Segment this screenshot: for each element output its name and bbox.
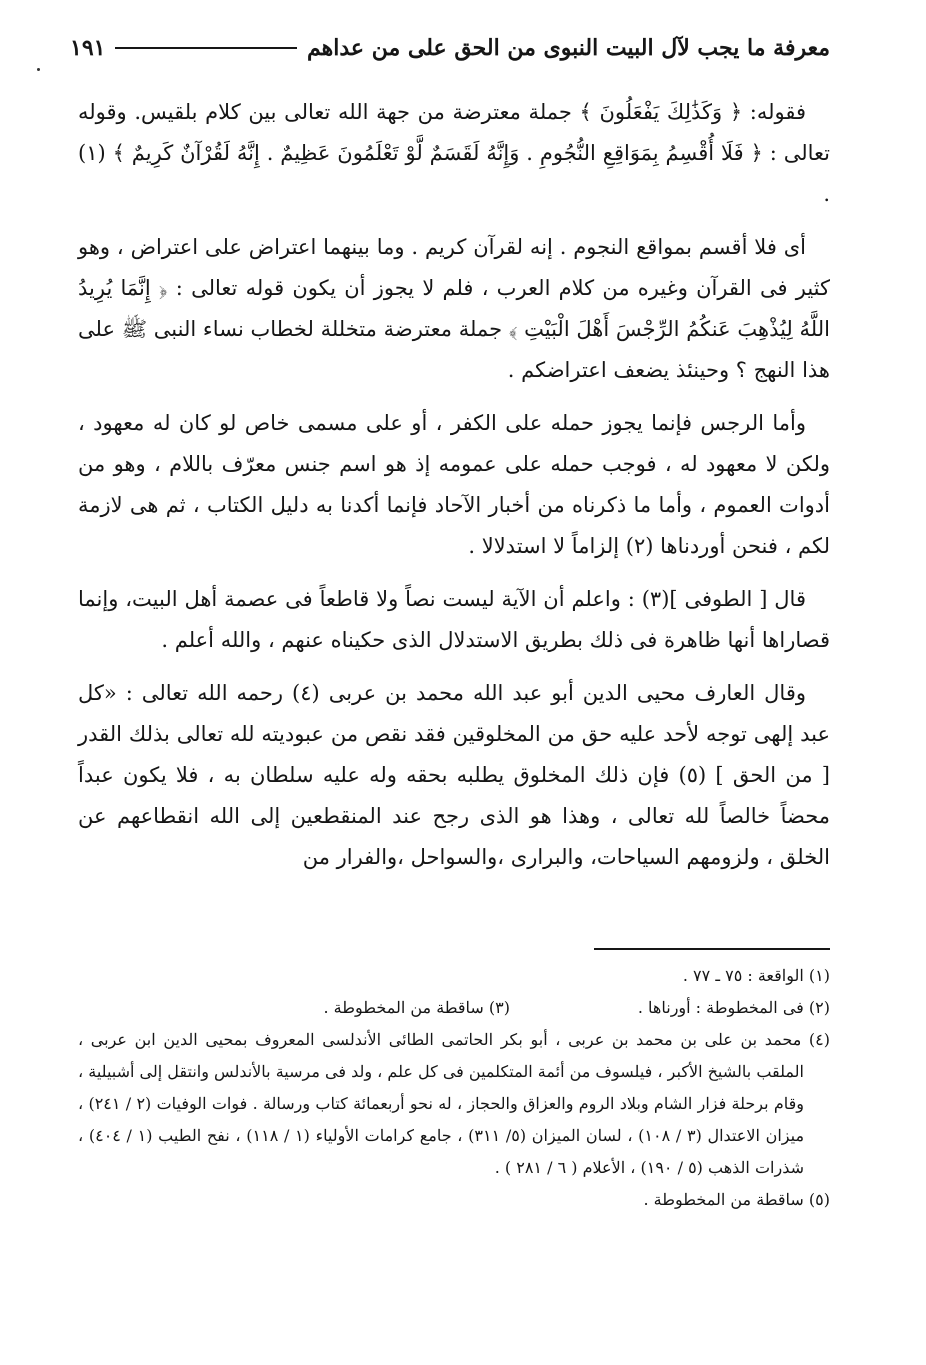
- footnote-3: (٣) ساقطة من المخطوطة .: [323, 998, 510, 1017]
- header-title: معرفة ما يجب لآل البيت النبوى من الحق على من عداهم: [307, 35, 830, 61]
- paragraph-4: قال [ الطوفى ](٣) : واعلم أن الآية ليست نصاً ولا قاطعاً فى عصمة أهل البيت، وإنما قصاراها أنها ظاهرة فى ذلك بطريق الاستدلال الذى حكيناه عنهم ، والله أعلم .: [78, 587, 830, 652]
- footnotes: [78, 960, 830, 1216]
- footnote-row-2-3: [78, 992, 830, 1024]
- paragraph-3: وأما الرجس فإنما يجوز حمله على الكفر ، أو على مسمى خاص لو كان له معهود ، ولكن لا معهود له ، فوجب حمله على عمومه إذ هو اسم جنس معرّف باللام ، وهو من أدوات العموم ، وأما ما ذكرناه من أخبار الآحاد فإنما أكدنا به دليل الكتاب ، ثم هى لازمة لكم ، فنحن أوردناها (٢) إلزاماً لا استدلالا .: [78, 411, 830, 558]
- footnote-separator: [594, 948, 830, 950]
- margin-dot: [37, 68, 40, 71]
- header-rule: [115, 47, 297, 49]
- main-text: [78, 92, 830, 878]
- running-header: [70, 30, 830, 66]
- footnote-2: (٢) فى المخطوطة : أورناها .: [637, 998, 830, 1017]
- footnote-4: (٤) محمد بن على بن محمد بن عربى ، أبو بكر الحاتمى الطائى الأندلسى المعروف بمحيى الدين ابن عربى ، الملقب بالشيخ الأكبر ، فيلسوف من أئمة المتكلمين فى كل علم ، ولد فى مرسية بالأندلس وانتقل إلى أشبيلية ، وقام برحلة فزار الشام وبلاد الروم والعزاق والحجاز ، له نحو أربعمائة كتاب ورسالة . فوات الوفيات (٢ / ٢٤١) ، ميزان الاعتدال (٣ / ١٠٨) ، لسان الميزان (٥/ ٣١١) ، جامع كرامات الأولياء (١ / ١١٨) ، نفح الطيب (١ / ٤٠٤) ، شذرات الذهب (٥ / ١٩٠) ، الأعلام ( ٦ / ٢٨١ ) .: [78, 1030, 830, 1177]
- paragraph-1: فقوله: ﴿ وَكَذَٰلِكَ يَفْعَلُونَ ﴾ جملة معترضة من جهة الله تعالى بين كلام بلقيس. وقوله تعالى : ﴿ فَلَا أُقْسِمُ بِمَوَاقِعِ النُّجُومِ . وَإِنَّهُ لَقَسَمٌ لَّوْ تَعْلَمُونَ عَظِيمٌ . إِنَّهُ لَقُرْآنٌ كَرِيمٌ ﴾ (١) .: [78, 100, 830, 206]
- page-number: ١٩١: [70, 35, 106, 61]
- paragraph-2: أى فلا أقسم بمواقع النجوم . إنه لقرآن كريم . وما بينهما اعتراض على اعتراض ، وهو كثير فى القرآن وغيره من كلام العرب ، فلم لا يجوز أن يكون قوله تعالى : ﴿ إِنَّمَا يُرِيدُ اللَّهُ لِيُذْهِبَ عَنكُمُ الرِّجْسَ أَهْلَ الْبَيْتِ ﴾ جملة معترضة متخللة لخطاب نساء النبى ﷺ على هذا النهج ؟ وحينئذ يضعف اعتراضكم .: [78, 235, 830, 382]
- footnote-1: (١) الواقعة : ٧٥ ـ ٧٧ .: [682, 966, 830, 985]
- footnote-5: (٥) ساقطة من المخطوطة .: [643, 1190, 830, 1209]
- paragraph-5: وقال العارف محيى الدين أبو عبد الله محمد بن عربى (٤) رحمه الله تعالى : «كل عبد إلهى توجه لأحد عليه حق من المخلوقين فقد نقص من عبوديته لله تعالى بذلك القدر [ من الحق ] (٥) فإن ذلك المخلوق يطلبه بحقه وله عليه سلطان به ، فلا يكون عبداً محضاً خالصاً لله تعالى ، وهذا هو الذى رجح عند المنقطعين إلى الله انقطاعهم عن الخلق ، ولزومهم السياحات، والبرارى ،والسواحل ،والفرار من: [78, 681, 830, 869]
